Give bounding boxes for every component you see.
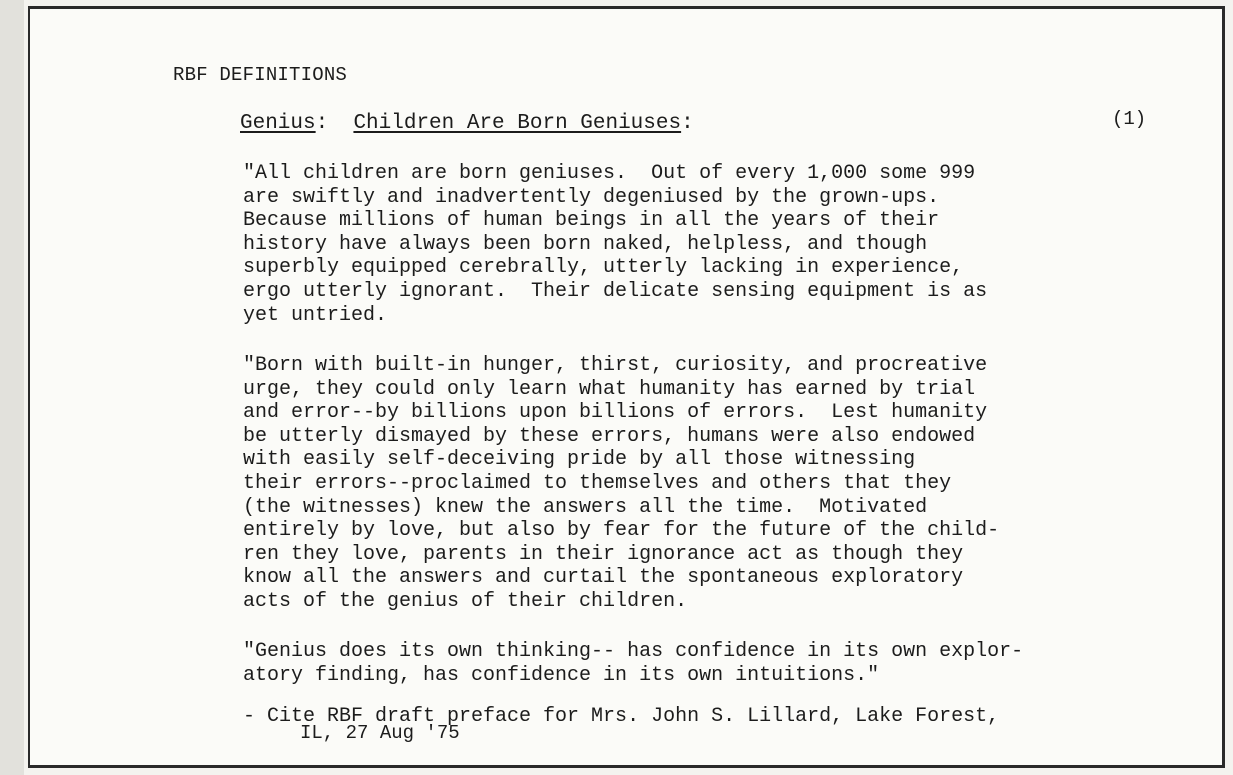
citation-line-2: IL, 27 Aug '75 (300, 722, 460, 744)
page-edge-strip (0, 0, 24, 775)
definition-heading (240, 112, 694, 135)
page-number: (1) (1112, 108, 1147, 130)
document-header: RBF DEFINITIONS (173, 64, 348, 86)
quote-paragraph-3: "Genius does its own thinking-- has confidence in its own explor- atory finding, has confidence in its own intuitions." (243, 640, 1024, 687)
subtitle-label: Children Are Born Geniuses (353, 112, 682, 135)
quote-paragraph-1: "All children are born geniuses. Out of every 1,000 some 999 are swiftly and inadvertently degeniused by the grown-ups. Because millions of human beings in all the years of their history have always been born naked, helpless, and though superbly equipped cerebrally, utterly lacking in experience, ergo utterly ignorant. Their delicate sensing equipment is as yet untried. (243, 162, 988, 327)
term-label: Genius (240, 112, 316, 135)
subtitle-suffix: : (681, 112, 694, 135)
term-separator: : (315, 112, 354, 135)
quote-paragraph-2: "Born with built-in hunger, thirst, curiosity, and procreative urge, they could only learn what humanity has earned by trial and error--by billions upon billions of errors. Lest humanity be utterly dismayed by these errors, humans were also endowed with easily self-deceiving pride by all those witnessing their errors--proclaimed to themselves and others that they (the witnesses) knew the answers all the time. Motivated entirely by love, but also by fear for the future of the child- ren they love, parents in their ignorance act as though they know all the answers and curtail the spontaneous exploratory acts of the genius of their children. (243, 354, 1000, 613)
citation-line-1: - Cite RBF draft preface for Mrs. John S. Lillard, Lake Forest, (243, 705, 1000, 728)
